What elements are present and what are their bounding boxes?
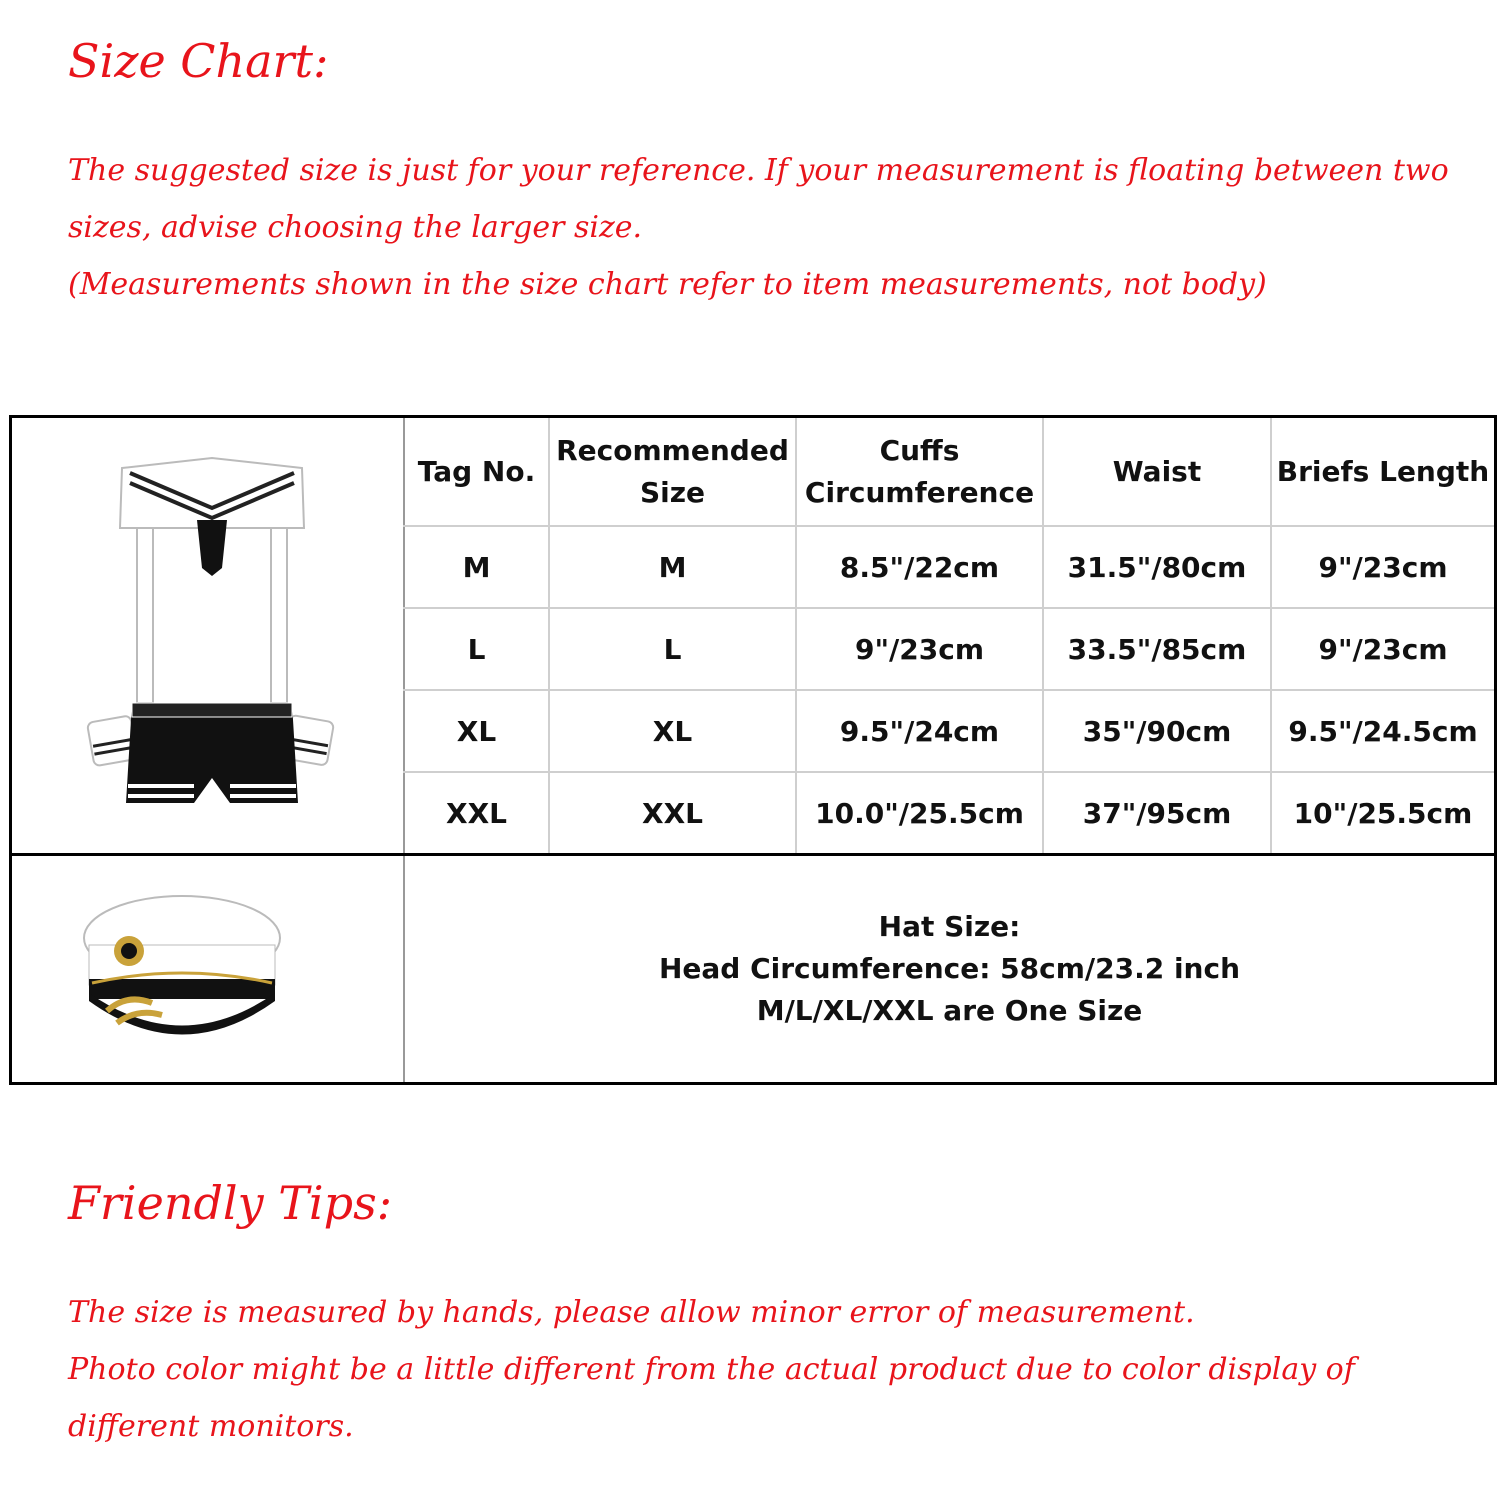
table-cell: 10"/25.5cm: [1293, 796, 1473, 830]
page-title: Size Chart:: [68, 34, 329, 88]
header-recommended-size: Recommended Size: [556, 433, 789, 509]
table-cell: 9"/23cm: [854, 632, 985, 666]
table-cell: 9"/23cm: [1318, 632, 1448, 666]
note-line: (Measurements shown in the size chart refer to item measurements, not body): [68, 267, 1267, 302]
header-waist: Waist: [1112, 454, 1202, 488]
tip-line: Photo color might be a little different from the actual product due to color display of: [68, 1352, 1355, 1387]
table-cell: XL: [456, 714, 497, 748]
table-cell: L: [467, 632, 486, 666]
table-cell: XXL: [641, 796, 704, 830]
table-cell: 35"/90cm: [1082, 714, 1232, 748]
table-cell: 9.5"/24cm: [839, 714, 1000, 748]
table-cell: 37"/95cm: [1082, 796, 1232, 830]
table-cell: XXL: [445, 796, 508, 830]
header-cuffs-circumference: Cuffs Circumference: [804, 433, 1035, 509]
note-line: sizes, advise choosing the larger size.: [68, 210, 643, 245]
tip-line: different monitors.: [68, 1409, 354, 1444]
table-cell: XL: [652, 714, 693, 748]
size-notes: [68, 142, 1488, 313]
hat-size-info: [405, 856, 1494, 1082]
table-cell: 31.5"/80cm: [1067, 550, 1247, 584]
table-cell: L: [663, 632, 682, 666]
table-cell: 9"/23cm: [1318, 550, 1448, 584]
note-line: The suggested size is just for your reference. If your measurement is floating between two: [68, 153, 1449, 188]
tip-line: The size is measured by hands, please allow minor error of measurement.: [68, 1295, 1195, 1330]
table-cell: 33.5"/85cm: [1067, 632, 1247, 666]
hat-size-line: Head Circumference: 58cm/23.2 inch: [658, 952, 1241, 985]
friendly-tips: [68, 1284, 1488, 1455]
table-cell: 9.5"/24.5cm: [1288, 714, 1478, 748]
table-cell: 8.5"/22cm: [839, 550, 1000, 584]
captain-hat-image: [77, 883, 287, 1053]
table-cell: 10.0"/25.5cm: [815, 796, 1024, 830]
tips-title: Friendly Tips:: [68, 1176, 393, 1230]
hat-size-line: Hat Size:: [878, 910, 1021, 943]
header-briefs-length: Briefs Length: [1276, 454, 1490, 488]
table-cell: M: [462, 550, 491, 584]
sailor-outfit-image: [82, 448, 342, 818]
header-tag-no: Tag No.: [417, 454, 536, 488]
table-cell: M: [658, 550, 687, 584]
hat-size-line: M/L/XL/XXL are One Size: [756, 994, 1143, 1027]
size-chart-table: [9, 415, 1497, 1085]
